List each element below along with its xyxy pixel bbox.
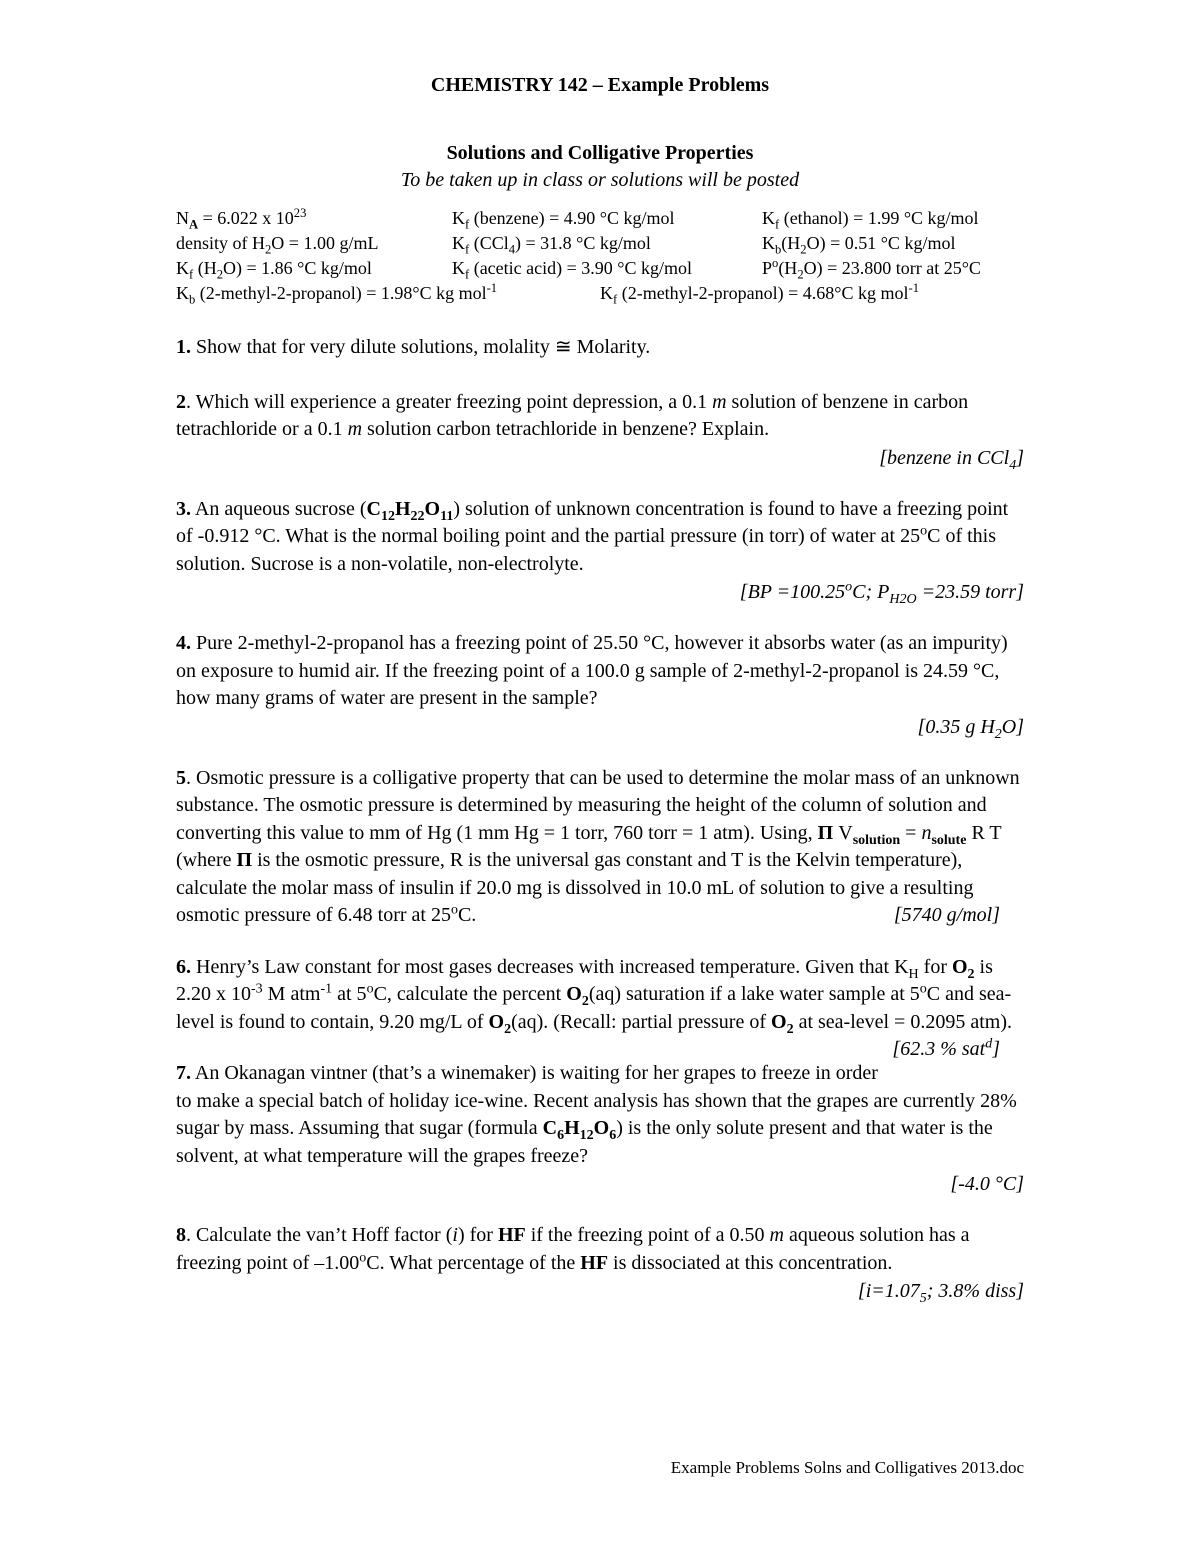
answer-5: [5740 g/mol] [893, 904, 1000, 926]
instruction-text: To be taken up in class or solutions will be posted [400, 169, 800, 191]
constant-kf-methylpropanol: $K_f$ (2-methyl-2-propanol) = 4.68°C kg mol$^{-1}$ [600, 281, 920, 307]
answer-4: [0.35 g $H_2O$] [917, 715, 1024, 742]
constants-table [176, 206, 1024, 310]
footer-filename: Example Problems Solns and Colligatives 2013.doc [670, 1458, 1024, 1477]
section-subtitle: Solutions and Colligative Properties [446, 142, 754, 164]
problem-4: 4. Pure 2-methyl-2-propanol has a freezing point of 25.50 °C, however it absorbs water (as an impurity) on exposure to humid air. If the freezing point of a 100.0 g sample of 2-methyl-2-propanol is 24.59 °C, how many grams of water are present in the sample? [176, 632, 1008, 709]
problem-8: 8. Calculate the van’t Hoff factor (i) for HF if the freezing point of a 0.50 m aqueous solution has a freezing point of –1.00$^o$C. What percentage of the HF is dissociated at this concentration. [176, 1224, 970, 1274]
constant-kf-acetic: $K_f$ (acetic acid) = 3.90 °C kg/mol [452, 258, 692, 282]
document-page [176, 70, 1024, 1305]
problem-3: 3. An aqueous sucrose $(C_{12}H_{22}O_{11})$ solution of unknown concentration is found to have a freezing point of -0.912 °C. What is the normal boiling point and the partial pressure (in torr) of water at 25$^o$C of this solution. Sucrose is a non-volatile, non-electrolyte. [176, 497, 1009, 575]
problem-7: 7. An Okanagan vintner (that’s a winemaker) is waiting for her grapes to freeze in order to make a special batch of holiday ice-wine. Recent analysis has shown that the grapes are currently 28% sugar by mass. Assuming that sugar (formula $C_6H_{12}O_6$) is the only solute present and that water is the solvent, at what temperature will the grapes freeze? [176, 1062, 1017, 1167]
problem-2: 2. Which will experience a greater freezing point depression, a 0.1 m solution of benzene in carbon tetrachloride or a 0.1 m solution carbon tetrachloride in benzene? Explain. [176, 390, 969, 440]
constant-kf-ccl4: $K_f$ (CCl$_4$) = 31.8 °C kg/mol [452, 233, 651, 257]
constant-kb-water: $K_b(H_2O) = 0.51$ °C kg/mol [762, 233, 956, 257]
answer-6: [62.3 % sat$^d$] [892, 1036, 1000, 1060]
answer-8: [$i=1.07_5$; 3.8% diss] [857, 1280, 1024, 1306]
problem-6: 6. Henry’s Law constant for most gases decreases with increased temperature. Given that $K_H$ for $O_2$ is 2.20 x $10^{-3}$ M atm$^{-1}$ at 5$^o$C, calculate the percent $O_2(aq)$ saturation if a lake water sample at 5$^o$C and sea-level is found to contain, 9.20 mg/L of $O_2(aq)$. (Recall: partial pressure of $O_2$ at sea-level = 0.2095 atm). [62.3 % sat$^d$] [176, 954, 1024, 1037]
constant-avogadro: $N_A = 6.022$ x $10^{23}$ [176, 206, 307, 232]
answer-2: [benzene in CCl$_4$] [879, 446, 1024, 473]
constant-kb-methylpropanol: $K_b$ (2-methyl-2-propanol) = 1.98°C kg mol$^{-1}$ [176, 281, 498, 307]
constant-kf-ethanol: $K_f$ (ethanol) = 1.99 °C kg/mol [762, 208, 979, 232]
answer-7: [-4.0 °C] [950, 1173, 1024, 1195]
page-title: CHEMISTRY 142 – Example Problems [430, 74, 770, 96]
problem-1: 1. Show that for very dilute solutions, molality ≅ Molarity. [176, 336, 651, 358]
answer-3: [$BP =100.25^oC$; $P_{H2O} =23.59$ torr] [739, 579, 1024, 607]
constant-kf-water: $K_f$ $(H_2O) = 1.86$ °C kg/mol [176, 258, 372, 282]
constant-vapor-pressure: $P^o(H_2O) = 23.800$ torr at 25°C [762, 256, 981, 282]
problem-5: 5. Osmotic pressure is a colligative property that can be used to determine the molar mass of an unknown substance. The osmotic pressure is determined by measuring the height of the column of solution and converting this value to mm of Hg (1 mm Hg = 1 torr, 760 torr = 1 atm). Using, Π $V_{solution} = n_{solute}$ R T (where Π is the osmotic pressure, R is the universal gas constant and T is the Kelvin temperature), calculate the molar mass of insulin if 20.0 mg is dissolved in 10.0 mL of solution to give a resulting osmotic pressure of 6.48 torr at 25$^o$C. [5740 g/mol] [176, 765, 1024, 930]
constant-kf-benzene: $K_f$ (benzene) = 4.90 °C kg/mol [452, 208, 675, 232]
constant-density-water: density of $H_2O = 1.00$ g/mL [176, 233, 379, 257]
